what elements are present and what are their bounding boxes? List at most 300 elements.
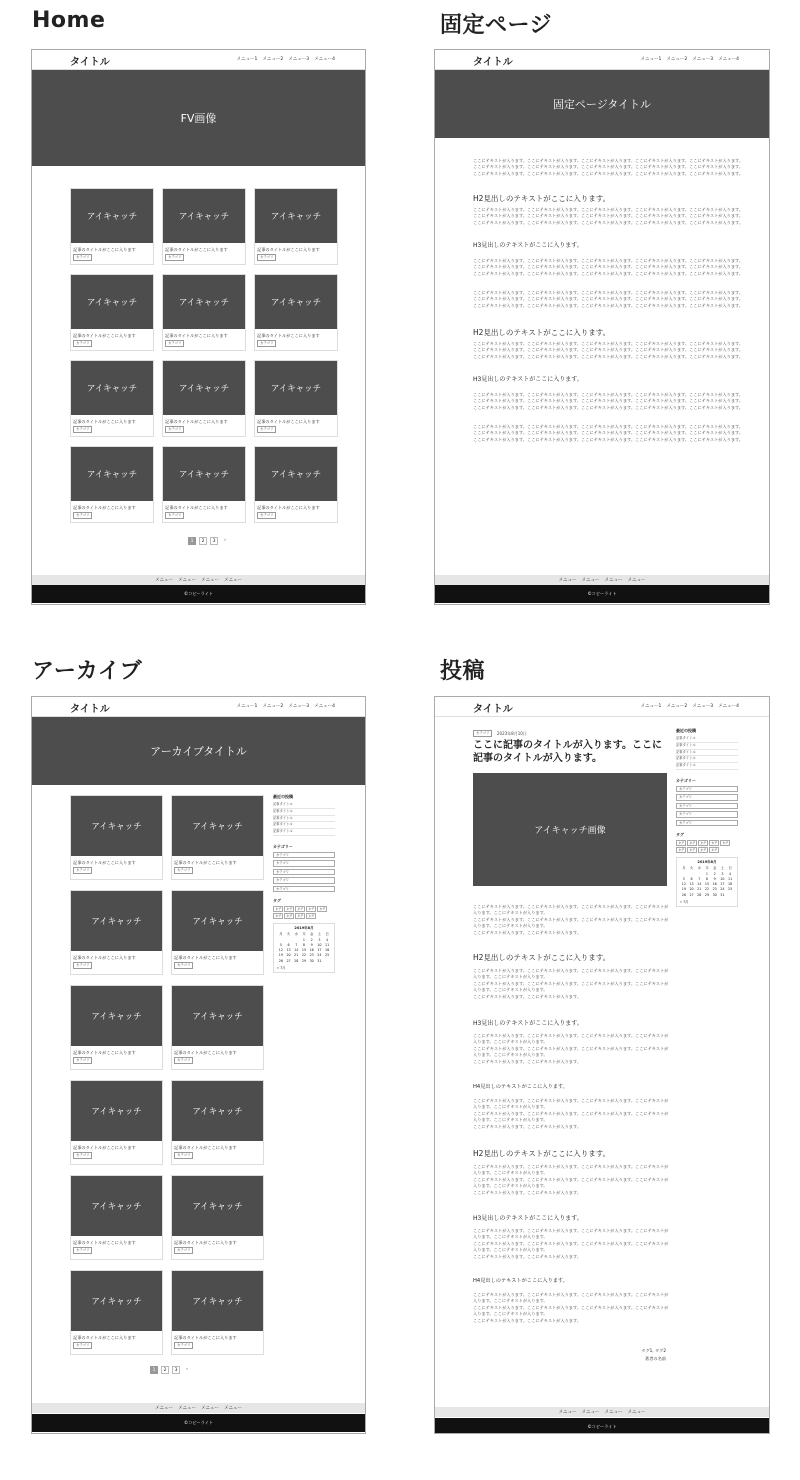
nav-item[interactable]: メニュー3: [692, 704, 714, 709]
post-card-title[interactable]: 記事のタイトルがここに入ります: [73, 419, 136, 424]
section-title-post: 投稿: [440, 659, 486, 684]
nav-item[interactable]: メニュー2: [262, 57, 284, 62]
calendar-day: 20: [286, 953, 291, 958]
calendar-day: 8: [302, 942, 306, 947]
post-card[interactable]: [171, 890, 264, 975]
post-card-title[interactable]: 記事のタイトルがここに入ります: [174, 955, 237, 960]
post-author[interactable]: 著者の名前: [645, 1356, 666, 1361]
calendar-day: 26: [278, 958, 283, 963]
paragraph: [473, 904, 670, 936]
paragraph-line: 入ります。ここにテキストが入ります。: [473, 1234, 548, 1240]
eyecatch-image: アイキャッチ: [71, 447, 153, 501]
nav-item[interactable]: メニュー4: [314, 57, 335, 62]
tag-link[interactable]: タグ: [711, 848, 718, 853]
post-card[interactable]: [171, 1270, 264, 1355]
tag-link[interactable]: タグ: [297, 914, 304, 919]
calendar-weekday: 日: [325, 932, 329, 937]
footer-nav-item[interactable]: メニュー: [558, 1410, 577, 1415]
tag-link[interactable]: タグ: [275, 914, 282, 919]
calendar-weekday: 水: [294, 932, 298, 937]
calendar-day: 8: [705, 876, 709, 881]
paragraph-line: 入ります。ここにテキストが入ります。: [473, 974, 548, 980]
paragraph-line: 入ります。ここにテキストが入ります。: [473, 1170, 548, 1176]
page-1[interactable]: 1: [188, 537, 196, 545]
paragraph-line: ここにテキストが入ります。ここにテキストが入ります。ここにテキストが入ります。ここにテキストが: [473, 1098, 669, 1103]
post-card-title[interactable]: 記事のタイトルがここに入ります: [174, 1145, 237, 1150]
fv-image-label: FV画像: [180, 112, 217, 125]
footer-nav-item[interactable]: メニュー: [201, 578, 219, 583]
paragraph-line: ここにテキストが入ります。ここにテキストが入ります。: [473, 1253, 582, 1259]
eyecatch-image: アイキャッチ: [71, 361, 153, 415]
calendar-day: 31: [720, 892, 725, 897]
post-card[interactable]: [254, 274, 338, 351]
paragraph-line: ここにテキストが入ります。ここにテキストが入ります。ここにテキストが入ります。ここにテキストが入ります。ここにテキストが入ります。: [473, 436, 743, 442]
eyecatch-image: アイキャッチ: [255, 447, 337, 501]
eyecatch-image: アイキャッチ: [255, 189, 337, 243]
page-3[interactable]: 3: [172, 1366, 180, 1374]
post-card[interactable]: [70, 795, 163, 880]
paragraph: [473, 1292, 670, 1324]
section-title-archive: アーカイブ: [32, 659, 143, 684]
eyecatch-image: アイキャッチ: [163, 447, 245, 501]
paragraph-line: 入ります。ここにテキストが入ります。: [473, 1311, 548, 1317]
paragraph-line: 入ります。ここにテキストが入ります。: [473, 910, 548, 916]
category-link[interactable]: カテゴリ: [273, 852, 335, 859]
site-title[interactable]: タイトル: [70, 704, 110, 715]
page-2[interactable]: 2: [161, 1366, 169, 1374]
eyecatch-image: アイキャッチ: [71, 986, 162, 1046]
category-list: [676, 786, 738, 827]
calendar-day: 4: [326, 937, 329, 942]
calendar-day: 7: [698, 876, 701, 881]
archive-wireframe: [31, 696, 366, 1434]
tag-link[interactable]: タグ: [275, 907, 282, 912]
post-meta: [641, 1347, 666, 1363]
post-card[interactable]: [162, 360, 246, 437]
post-card-category[interactable]: カテゴリ: [174, 867, 193, 874]
footer-nav-item[interactable]: メニュー: [627, 578, 646, 583]
post-card-title[interactable]: 記事のタイトルがここに入ります: [73, 860, 136, 865]
tag-link[interactable]: タグ: [722, 841, 729, 846]
post-card[interactable]: [70, 360, 154, 437]
tag-link[interactable]: タグ: [286, 907, 293, 912]
recent-post-link[interactable]: 記事タイトル: [676, 763, 738, 770]
calendar-day: 12: [681, 882, 686, 887]
post-card-category[interactable]: カテゴリ: [73, 512, 92, 519]
post-card[interactable]: [70, 1175, 163, 1260]
post-card-category[interactable]: カテゴリ: [165, 340, 184, 347]
tag-link[interactable]: タグ: [700, 848, 707, 853]
paragraph-line: 入ります。ここにテキストが入ります。: [473, 1039, 548, 1045]
tag-widget-title: タグ: [676, 832, 684, 838]
eyecatch-image: アイキャッチ: [71, 1176, 162, 1236]
category-link[interactable]: カテゴリ: [676, 803, 738, 810]
post-card-category[interactable]: カテゴリ: [257, 426, 276, 433]
calendar-day: 17: [317, 948, 322, 953]
calendar-day: 15: [704, 882, 710, 887]
tag-cloud: [273, 906, 335, 919]
category-link[interactable]: カテゴリ: [273, 886, 335, 893]
post-card-category[interactable]: カテゴリ: [165, 426, 184, 433]
footer-nav: [32, 575, 365, 585]
paragraph-line: ここにテキストが入ります。ここにテキストが入ります。ここにテキストが入ります。ここにテキストが: [473, 1304, 669, 1310]
global-nav: [641, 56, 740, 62]
post-tags[interactable]: タグ1, タグ2: [641, 1348, 666, 1353]
calendar-day: 19: [278, 953, 283, 958]
footer-nav-item[interactable]: メニュー: [201, 1406, 219, 1411]
post-card[interactable]: [70, 446, 154, 523]
tag-cloud: [676, 840, 738, 853]
calendar-day: 22: [704, 887, 710, 892]
calendar-day: 29: [704, 892, 710, 897]
calendar-day: 22: [301, 953, 307, 958]
post-card-title[interactable]: 記事のタイトルがここに入ります: [174, 1335, 237, 1340]
footer-nav-item[interactable]: メニュー: [627, 1410, 646, 1415]
h3-heading: H3見出しのテキストがここに入ります。: [473, 376, 583, 383]
post-category-badge[interactable]: カテゴリ: [473, 730, 492, 737]
post-date: 2023年8月10日: [497, 731, 527, 736]
calendar-day: 18: [325, 948, 330, 953]
post-card-category[interactable]: カテゴリ: [174, 1057, 193, 1064]
calendar-day: 16: [309, 948, 314, 953]
calendar-weekday: 火: [286, 932, 291, 937]
paragraph: [473, 392, 743, 411]
calendar-day: 2: [310, 937, 313, 942]
page-title-banner: [435, 70, 769, 138]
tag-link[interactable]: タグ: [678, 841, 685, 846]
footer-copyright: [435, 585, 769, 603]
paragraph-line: ここにテキストが入ります。ここにテキストが入ります。ここにテキストが入ります。ここにテキストが入ります。ここにテキストが入ります。: [473, 398, 743, 404]
post-card-category[interactable]: カテゴリ: [174, 962, 193, 969]
calendar-day: 31: [317, 958, 322, 963]
paragraph-line: ここにテキストが入ります。ここにテキストが入ります。ここにテキストが入ります。ここにテキストが: [473, 1045, 669, 1051]
recent-post-link[interactable]: 記事タイトル: [676, 736, 738, 743]
eyecatch-image: アイキャッチ: [71, 1271, 162, 1331]
page-1[interactable]: 1: [150, 1366, 158, 1374]
paragraph-line: ここにテキストが入ります。ここにテキストが入ります。ここにテキストが入ります。ここにテキストが: [473, 980, 669, 986]
next-page-icon[interactable]: ›: [224, 538, 226, 543]
post-card[interactable]: [254, 360, 338, 437]
eyecatch-image: アイキャッチ: [172, 796, 263, 856]
post-card-title[interactable]: 記事のタイトルがここに入ります: [73, 333, 136, 338]
calendar-day: 23: [309, 953, 314, 958]
post-card-title[interactable]: 記事のタイトルがここに入ります: [257, 247, 320, 252]
nav-item[interactable]: メニュー1: [236, 704, 258, 709]
post-card-title[interactable]: 記事のタイトルがここに入ります: [174, 1240, 237, 1245]
paragraph-line: ここにテキストが入ります。ここにテキストが入ります。ここにテキストが入ります。ここにテキストが入ります。ここにテキストが入ります。: [473, 270, 743, 276]
post-card-title[interactable]: 記事のタイトルがここに入ります: [73, 1050, 136, 1055]
tag-link[interactable]: タグ: [689, 848, 696, 853]
post-card[interactable]: [70, 1270, 163, 1355]
calendar-month: 2019年8月: [697, 860, 717, 865]
post-card-category[interactable]: カテゴリ: [73, 962, 92, 969]
nav-item[interactable]: メニュー3: [692, 57, 714, 62]
post-card-category[interactable]: カテゴリ: [257, 254, 276, 261]
post-card-title[interactable]: 記事のタイトルがここに入ります: [165, 505, 228, 510]
tag-link[interactable]: タグ: [319, 907, 326, 912]
calendar-prev-link[interactable]: « 7月: [680, 899, 689, 904]
post-card[interactable]: [162, 274, 246, 351]
recent-post-link[interactable]: 記事タイトル: [273, 809, 335, 816]
eyecatch-image: アイキャッチ: [172, 1176, 263, 1236]
category-link[interactable]: カテゴリ: [676, 794, 738, 801]
eyecatch-image: アイキャッチ: [163, 361, 245, 415]
post-card[interactable]: [254, 446, 338, 523]
paragraph-line: 入ります。ここにテキストが入ります。: [473, 1183, 548, 1189]
eyecatch-image: アイキャッチ: [172, 986, 263, 1046]
post-card[interactable]: [70, 188, 154, 265]
site-title[interactable]: タイトル: [473, 704, 513, 715]
next-page-icon[interactable]: ›: [186, 1367, 188, 1372]
post-card-category[interactable]: カテゴリ: [73, 1342, 92, 1349]
paragraph-line: 入ります。ここにテキストが入ります。: [473, 1247, 548, 1253]
paragraph: [473, 258, 743, 277]
calendar-day: 9: [713, 876, 716, 881]
post-card-category[interactable]: カテゴリ: [174, 1342, 193, 1349]
recent-post-link[interactable]: 記事タイトル: [676, 756, 738, 763]
paragraph-line: 入ります。ここにテキストが入ります。: [473, 987, 548, 993]
post-card[interactable]: [171, 985, 264, 1070]
paragraph-line: ここにテキストが入ります。ここにテキストが入ります。ここにテキストが入ります。ここにテキストが: [473, 968, 669, 973]
tag-link[interactable]: タグ: [700, 841, 707, 846]
post-card-category[interactable]: カテゴリ: [165, 254, 184, 261]
footer-nav-item[interactable]: メニュー: [604, 1410, 623, 1415]
recent-post-link[interactable]: 記事タイトル: [273, 816, 335, 823]
post-card[interactable]: [70, 890, 163, 975]
post-card-category[interactable]: カテゴリ: [73, 340, 92, 347]
nav-item[interactable]: メニュー4: [718, 57, 739, 62]
eyecatch-image: アイキャッチ: [71, 1081, 162, 1141]
site-title[interactable]: タイトル: [473, 57, 513, 68]
recent-post-link[interactable]: 記事タイトル: [273, 822, 335, 829]
eyecatch-image: アイキャッチ: [71, 275, 153, 329]
post-card-category[interactable]: カテゴリ: [174, 1247, 193, 1254]
calendar-day: 26: [681, 892, 686, 897]
post-card-title[interactable]: 記事のタイトルがここに入ります: [73, 505, 136, 510]
post-card-category[interactable]: カテゴリ: [73, 867, 92, 874]
post-title: [473, 740, 662, 765]
tag-link[interactable]: タグ: [689, 841, 696, 846]
paragraph-line: 入ります。ここにテキストが入ります。: [473, 1104, 548, 1110]
h2-heading: H2見出しのテキストがここに入ります。: [473, 953, 611, 962]
calendar-day: 27: [286, 958, 291, 963]
post-card[interactable]: [70, 985, 163, 1070]
post-card-title[interactable]: 記事のタイトルがここに入ります: [73, 247, 136, 252]
post-card-category[interactable]: カテゴリ: [73, 254, 92, 261]
section-title-home: Home: [32, 8, 106, 33]
paragraph-line: ここにテキストが入ります。ここにテキストが入ります。ここにテキストが入ります。ここにテキストが: [473, 1292, 669, 1297]
calendar-weekday: 木: [302, 932, 306, 937]
page-2[interactable]: 2: [199, 537, 207, 545]
nav-item[interactable]: メニュー2: [666, 57, 688, 62]
global-nav: [237, 56, 336, 62]
site-header: [435, 697, 769, 717]
paragraph-line: ここにテキストが入ります。ここにテキストが入ります。ここにテキストが入ります。ここにテキストが: [473, 1228, 669, 1233]
post-card-title[interactable]: 記事のタイトルがここに入ります: [257, 505, 320, 510]
footer-nav-item[interactable]: メニュー: [604, 578, 623, 583]
calendar-table: [680, 866, 734, 897]
calendar-day: 3: [721, 871, 724, 876]
calendar-day: 13: [689, 882, 694, 887]
paragraph-line: ここにテキストが入ります。ここにテキストが入ります。ここにテキストが入ります。ここにテキストが入ります。ここにテキストが入ります。: [473, 290, 743, 295]
post-card-title[interactable]: 記事のタイトルがここに入ります: [174, 1050, 237, 1055]
paragraph-line: ここにテキストが入ります。ここにテキストが入ります。ここにテキストが入ります。ここにテキストが: [473, 916, 669, 922]
footer-nav-item[interactable]: メニュー: [155, 578, 173, 583]
category-link[interactable]: カテゴリ: [273, 869, 335, 876]
paragraph: [473, 158, 743, 177]
recent-post-link[interactable]: 記事タイトル: [676, 750, 738, 757]
post-featured-image-label: アイキャッチ画像: [534, 826, 606, 836]
calendar-weekday: 木: [705, 866, 709, 871]
post-wireframe: [434, 696, 770, 1434]
post-card-category[interactable]: カテゴリ: [73, 1057, 92, 1064]
paragraph-line: ここにテキストが入ります。ここにテキストが入ります。ここにテキストが入ります。ここにテキストが入ります。ここにテキストが入ります。: [473, 404, 743, 410]
calendar-weekday: 土: [317, 932, 322, 937]
paragraph-line: 入ります。ここにテキストが入ります。: [473, 1117, 548, 1123]
calendar-day: 11: [325, 942, 330, 947]
post-card-category[interactable]: カテゴリ: [73, 1247, 92, 1254]
calendar-day: 4: [729, 871, 732, 876]
post-card-category[interactable]: カテゴリ: [165, 512, 184, 519]
calendar-day: 25: [325, 953, 330, 958]
paragraph-line: ここにテキストが入ります。ここにテキストが入ります。ここにテキストが入ります。ここにテキストが入ります。ここにテキストが入ります。: [473, 424, 743, 429]
post-card-title[interactable]: 記事のタイトルがここに入ります: [257, 419, 320, 424]
tag-link[interactable]: タグ: [711, 841, 718, 846]
nav-item[interactable]: メニュー4: [718, 704, 739, 709]
category-widget-title: カテゴリー: [676, 777, 696, 783]
paragraph-line: ここにテキストが入ります。ここにテキストが入ります。: [473, 1123, 582, 1129]
post-card-title[interactable]: 記事のタイトルがここに入ります: [73, 1240, 136, 1245]
post-card-title[interactable]: 記事のタイトルがここに入ります: [174, 860, 237, 865]
eyecatch-image: アイキャッチ: [172, 1271, 263, 1331]
post-card-category[interactable]: カテゴリ: [257, 340, 276, 347]
category-link[interactable]: カテゴリ: [676, 811, 738, 818]
footer-nav-item[interactable]: メニュー: [178, 1406, 196, 1411]
calendar-day: 2: [713, 871, 716, 876]
nav-item[interactable]: メニュー3: [288, 57, 310, 62]
nav-item[interactable]: メニュー1: [640, 57, 662, 62]
h3-heading: H3見出しのテキストがここに入ります。: [473, 1215, 583, 1222]
post-card[interactable]: [70, 274, 154, 351]
post-card-title[interactable]: 記事のタイトルがここに入ります: [73, 955, 136, 960]
post-card-title[interactable]: 記事のタイトルがここに入ります: [165, 419, 228, 424]
post-card-category[interactable]: カテゴリ: [73, 426, 92, 433]
page-title: 固定ページタイトル: [552, 98, 652, 111]
footer-nav-item[interactable]: メニュー: [155, 1406, 173, 1411]
footer-nav-item[interactable]: メニュー: [178, 578, 196, 583]
tag-link[interactable]: タグ: [297, 907, 304, 912]
nav-item[interactable]: メニュー1: [640, 704, 662, 709]
footer-nav-item[interactable]: メニュー: [224, 1406, 242, 1411]
post-card-category[interactable]: カテゴリ: [174, 1152, 193, 1159]
page-3[interactable]: 3: [210, 537, 218, 545]
calendar-day: 7: [295, 942, 298, 947]
paragraph-line: ここにテキストが入ります。ここにテキストが入ります。ここにテキストが入ります。ここにテキストが入ります。ここにテキストが入ります。: [473, 164, 743, 170]
category-link[interactable]: カテゴリ: [676, 820, 738, 827]
post-card[interactable]: [171, 1175, 264, 1260]
category-link[interactable]: カテゴリ: [273, 860, 335, 867]
post-card-title[interactable]: 記事のタイトルがここに入ります: [73, 1145, 136, 1150]
site-header: [32, 697, 365, 717]
recent-post-link[interactable]: 記事タイトル: [676, 743, 738, 750]
paragraph-line: ここにテキストが入ります。ここにテキストが入ります。ここにテキストが入ります。ここにテキストが入ります。ここにテキストが入ります。: [473, 430, 743, 436]
h4-heading: H4見出しのテキストがここに入ります。: [473, 1084, 568, 1090]
post-card-category[interactable]: カテゴリ: [73, 1152, 92, 1159]
fixed-page-wireframe: [434, 49, 770, 605]
post-card-title[interactable]: 記事のタイトルがここに入ります: [257, 333, 320, 338]
post-card[interactable]: [254, 188, 338, 265]
calendar-prev-link[interactable]: « 7月: [277, 965, 286, 970]
footer-nav-item[interactable]: メニュー: [558, 578, 577, 583]
post-card-category[interactable]: カテゴリ: [257, 512, 276, 519]
post-card-title[interactable]: 記事のタイトルがここに入ります: [165, 247, 228, 252]
calendar-widget: [273, 923, 335, 972]
calendar-day: 11: [728, 876, 733, 881]
calendar-day: 19: [681, 887, 686, 892]
recent-post-link[interactable]: 記事タイトル: [273, 829, 335, 836]
nav-item[interactable]: メニュー3: [288, 704, 310, 709]
paragraph-line: 入ります。ここにテキストが入ります。: [473, 1052, 548, 1058]
footer-nav-item[interactable]: メニュー: [224, 578, 242, 583]
footer-copyright: [435, 1418, 769, 1434]
calendar-day: 29: [301, 958, 307, 963]
paragraph-line: ここにテキストが入ります。ここにテキストが入ります。ここにテキストが入ります。ここにテキストが: [473, 1240, 669, 1246]
paragraph-line: ここにテキストが入ります。ここにテキストが入ります。ここにテキストが入ります。ここにテキストが: [473, 1110, 669, 1116]
footer-nav: [435, 1407, 769, 1417]
footer-nav-item[interactable]: メニュー: [581, 1410, 600, 1415]
tag-link[interactable]: タグ: [308, 907, 315, 912]
tag-link[interactable]: タグ: [308, 914, 315, 919]
post-card[interactable]: [162, 188, 246, 265]
eyecatch-image: アイキャッチ: [163, 189, 245, 243]
paragraph-line: ここにテキストが入ります。ここにテキストが入ります。: [473, 1317, 582, 1323]
post-card[interactable]: [171, 795, 264, 880]
paragraph-line: ここにテキストが入ります。ここにテキストが入ります。ここにテキストが入ります。ここにテキストが入ります。ここにテキストが入ります。: [473, 219, 743, 225]
post-card[interactable]: [162, 446, 246, 523]
paragraph-line: ここにテキストが入ります。ここにテキストが入ります。ここにテキストが入ります。ここにテキストが入ります。ここにテキストが入ります。: [473, 353, 743, 359]
recent-post-link[interactable]: 記事タイトル: [273, 802, 335, 809]
tag-link[interactable]: タグ: [286, 914, 293, 919]
eyecatch-image: アイキャッチ: [255, 275, 337, 329]
tag-link[interactable]: タグ: [678, 848, 685, 853]
h3-heading: H3見出しのテキストがここに入ります。: [473, 1020, 583, 1027]
footer-copyright: [32, 585, 365, 603]
post-card[interactable]: [171, 1080, 264, 1165]
site-title[interactable]: タイトル: [70, 57, 110, 68]
calendar-month: 2019年8月: [294, 926, 314, 931]
paragraph-line: ここにテキストが入ります。ここにテキストが入ります。ここにテキストが入ります。ここにテキストが入ります。ここにテキストが入ります。: [473, 207, 743, 212]
archive-title-banner: [32, 717, 365, 785]
post-card[interactable]: [70, 1080, 163, 1165]
post-card-title[interactable]: 記事のタイトルがここに入ります: [165, 333, 228, 338]
nav-item[interactable]: メニュー2: [262, 704, 284, 709]
calendar-day: 13: [286, 948, 291, 953]
paragraph: [473, 290, 743, 309]
calendar-day: 9: [310, 942, 313, 947]
paragraph-line: ここにテキストが入ります。ここにテキストが入ります。ここにテキストが入ります。ここにテキストが: [473, 1164, 669, 1169]
paragraph-line: ここにテキストが入ります。ここにテキストが入ります。ここにテキストが入ります。ここにテキストが入ります。ここにテキストが入ります。: [473, 341, 743, 346]
nav-item[interactable]: メニュー1: [236, 57, 258, 62]
footer-nav-item[interactable]: メニュー: [581, 578, 600, 583]
nav-item[interactable]: メニュー2: [666, 704, 688, 709]
post-card-title[interactable]: 記事のタイトルがここに入ります: [73, 1335, 136, 1340]
category-link[interactable]: カテゴリ: [273, 877, 335, 884]
nav-item[interactable]: メニュー4: [314, 704, 335, 709]
calendar-weekday: 水: [697, 866, 701, 871]
category-widget-title: カテゴリー: [273, 843, 293, 849]
recent-posts-list: [676, 736, 738, 770]
category-link[interactable]: カテゴリ: [676, 786, 738, 793]
